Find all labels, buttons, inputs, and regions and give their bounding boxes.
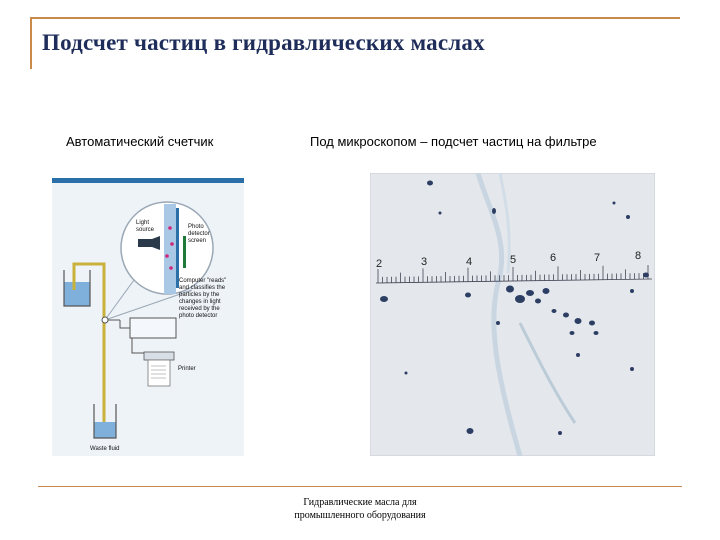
caption-automatic-counter: Автоматический счетчик (66, 134, 214, 149)
svg-text:8: 8 (635, 250, 642, 262)
microscope-filter-photo (370, 173, 655, 456)
footer-line-1: Гидравлические масла для (303, 497, 417, 508)
particle-counter-diagram (52, 178, 244, 456)
svg-text:7: 7 (594, 252, 601, 264)
waste-fluid-label: Waste fluid (90, 446, 120, 452)
light-source-icon (138, 239, 152, 247)
printer-icon (144, 352, 174, 386)
svg-text:5: 5 (510, 254, 517, 266)
svg-text:4: 4 (466, 256, 473, 268)
svg-text:6: 6 (550, 252, 557, 264)
slide-title: Подсчет частиц в гидравлических маслах (42, 30, 485, 55)
svg-text:2: 2 (376, 258, 383, 270)
computer-box (130, 318, 176, 338)
caption-microscope: Под микроскопом – подсчет частиц на фильтре (310, 134, 597, 149)
photo-detector-label: Photo detector screen (188, 224, 210, 244)
footer-text (230, 496, 490, 522)
footer-line-2: промышленного оборудования (294, 510, 426, 521)
computer-note: Computer "reads" and classifies the particles by the changes in light received by the photo detector (179, 278, 227, 319)
svg-text:3: 3 (421, 256, 428, 268)
footer-divider (38, 486, 682, 487)
printer-label: Printer (178, 366, 196, 372)
light-source-label: Light source (136, 220, 155, 233)
